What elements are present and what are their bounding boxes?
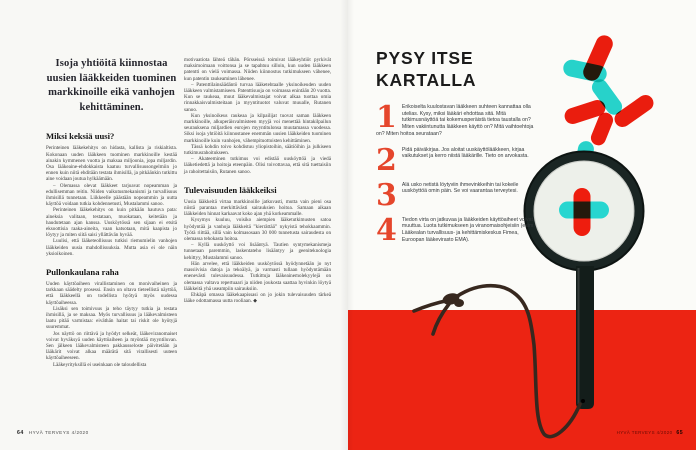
right-page-footer — [617, 430, 683, 436]
body-paragraph: Perinteinen lääkekehitys on kuin pitkään hautuva pata: aineksia valitaan, testataan, muokataan, keitetään ja haudutetaan ajan kanssa. Uusköytössä sen sijaan ei etsitä eksoottisia raaka-aineita, vaan katsotaan, mitä kaapista jo löytyy ja miten siitä saisi yllättävän hyvää. — [46, 207, 177, 239]
tips-panel — [376, 48, 540, 252]
body-paragraph: Uuden käyttöaiheen virallistaminen on monivaiheinen ja tarkkaan säädelty prosessi. Ensin on oltava tieteellistä näyttöä, että lääkkeellä on todellista hyötyä myös uudessa käyttöaiheessa. — [46, 281, 177, 306]
section-heading-tulevaisuus: Tulevaisuuden lääkkeiksi — [184, 184, 277, 195]
page-gutter-shadow — [340, 0, 354, 450]
tip-number-1: 1 — [376, 104, 397, 135]
tip-number-4: 4 — [376, 216, 397, 244]
pull-quote: Isoja yhtiöitä kiinnostaa uusien lääkkeiden tuominen markkinoille eikä vanhojen kehittäminen. — [46, 58, 177, 113]
left-page-footer — [17, 430, 89, 436]
body-paragraph: Kun yksinoikeus raukeaa ja kilpailijat tuovat saman lääkkeen markkinoille, alkuperäisvalmisteen myyjä voi menettää hintakilpailun seurauksena miljardien eurojen myyntitulonsa muutamassa vuodessa. Siksi isoja yhtiöitä kiinnostanee enemmän uusien lääkkeiden tuominen markkinoille kuin vanhojen, vähempituottoisten kehittäminen. — [184, 112, 331, 144]
body-paragraph: Lääkeyrityksillä ei useinkaan ole taloudellista — [53, 361, 147, 368]
body-paragraph: Ehkäpä omassa lääkekaapissasi on jo jokin tulevaisuuden tärkeä lääke odottamassa uutta rooliaan. ◆ — [184, 291, 331, 305]
body-paragraph: motivaatiota lähteä tähän. Pörsseissä toimivat lääkeyhtiöt pyrkivät maksimoimaan voittonsa ja se tapahtuu silloin, kun uuden lääkkeen patentti on vielä voimassa. Niiden kiinnostus tutkimukseen vähenee, kun patentin raukeaminen lähenee. — [184, 57, 331, 82]
left-column-2 — [184, 57, 331, 304]
red-background-block — [348, 310, 696, 450]
tip-item-2 — [376, 147, 540, 173]
magazine-name: HYVÄ TERVEYS 4/2020 — [616, 430, 673, 435]
body-paragraph: Tässä kohdin toivo kohdistuu yliopistoihin, säätiöihin ja julkiseen tutkimusrahoitukseen. — [184, 143, 331, 157]
tip-text-3: Älä usko netistä löytyviin ihmevinkkeihin tai kokeile uusköyttöä omin päin. Se voi vaarantaa terveytesi. — [401, 181, 519, 195]
body-paragraph: Jos näyttö on riittävä ja hyödyt selkeät, lääkeviranomaiset voivat hyväksyä uuden käyttöaiheen ja myöntää myyntiluvan. Sen jälkeen lääkevalmisteen pakkausseloste päivitetään ja lääkärit voivat alkaa määrätä sitä virallisesti uuteen käyttöaiheeseen. — [46, 330, 177, 362]
tip-item-3 — [376, 182, 540, 208]
section-heading-pullonkaula: Pullonkaulana raha — [46, 267, 119, 278]
right-page — [348, 0, 696, 450]
body-paragraph: – Olemassa olevat lääkkeet tarjoavat nopeamman ja edullisemman reitin. Niiden vaikutusmekanismi ja turvallisuus ihmisillä tunnetaan. Liikkeelle päästään nopeammin ja uutta käyttöä voidaan tutkia kohdennetusti, Mustalammi sanoo. — [46, 182, 177, 208]
tips-title — [376, 48, 540, 91]
tip-item-4 — [376, 217, 540, 244]
body-paragraph: Uusia lääkkeitä virtaa markkinoille jatkuvasti, mutta vain pieni osa niistä parantaa merkittävästi sairauksien hoitoa. Samaan aikaan lääkkeiden hinnat karkaavat koko ajan yhä korkeammalle. — [184, 198, 331, 218]
tip-text-1: Erikoiselta kuulostavan lääkkeen suhteen kannattaa olla utelias. Kysy, miksi lääkäri ehdottaa sitä. Mitä tutkimusnäyttöä tai kokemusperäistä tietoa taustalla on? Miten vakiintunutta lääkkeen käyttö on? Mitä vaihtoehtoja on? Miten hoitoa seurataan? — [376, 104, 534, 137]
body-paragraph: – Akateeminen tutkimus voi edistää uusköyttöä ja viedä lääketiedettä ja hoitoja eteenpäin. Olisi toivottavaa, että sitä tuettaisiin ja rahoitettaisiin, Rutanen sanoo. — [184, 156, 331, 175]
tip-text-2: Pidä päiväkirjaa. Jos aloitat uuskäyttölääkkeen, kirjaa vaikutukset ja kerro niistä lääkärille. Tieto on arvokasta. — [401, 146, 529, 160]
tip-text-4: Tiedon virta on jatkuvaa ja lääkkeiden käyttöaiheet voivat muuttua. Luota tutkimukseen ja viranomaisohjeisiin (esim. Lääkealan turvallisuus- ja kehittämiskeskus Fimea, Euroopan lääkevirasto EMA). — [401, 216, 535, 243]
body-paragraph: Perinteinen lääkekehitys on hidasta, kallista ja riskialtista. Kokonaan uuden lääkkeen tuominen markkinoille kestää ainakin kymmenen vuotta ja maksaa miljoonia, jopa miljardin. Osa lääkeaine-ehdokkaista kaatuu turvallisuusongelmiin jo ennen kuin niitä ehditään testata ihmisillä, ja pitkäänkin tutkittu aine voidaan joutua hylkäämään. — [46, 145, 177, 183]
tips-title-line-1: PYSY ITSE — [376, 48, 474, 68]
tip-number-2: 2 — [376, 146, 397, 173]
section-heading-miksi: Miksi keksiä uusi? — [46, 131, 115, 142]
handle-highlight — [578, 268, 580, 404]
right-page-number: 65 — [676, 430, 683, 436]
tips-title-line-2: KARTALLA — [376, 69, 477, 90]
left-page-number: 64 — [17, 430, 24, 436]
body-paragraph: Luulisi, että lääketeollisuus tutkisi riemumielin vanhojen lääkkeiden uusia mahdollisuuksia. Mutta asia ei ole näin yksioikoinen. — [46, 238, 177, 257]
plus-red-pill — [574, 188, 591, 236]
body-paragraph: Hän arvelee, että lääkkeiden uusköytössä hyödynnetään jo nyt massiivisia datoja ja tekoälyä, ja varmasti tullaan hyödyntämään enenevästi tulevaisuudessa. Tutkittuja lääkeainemolekyylejä on olemassa valtava repertuaari ja niiden joukosta saattaa hyvinkin löytyä lääkkeitä yhä useampiin sairauksiin. — [184, 260, 331, 292]
left-column-1 — [46, 57, 177, 368]
tip-number-3: 3 — [376, 181, 397, 208]
body-paragraph: Lisäksi sen toimivuus ja teho täytyy tutkia ja testata ihmisillä, ja se maksaa. Myös turvallisuus ja lääkevalmisteen laatu pitää varmistaa: eiväthän haitat tai riskit ole hyötyjä suuremmat. — [46, 305, 177, 331]
body-paragraph: – Patenttilainsäädäntö turvaa lääketehtaalle yksinoikeuden uuden lääkkeen valmistamiseen. Patenttisuoja on voimassa enintään 20 vuotta. Kun se raukeaa, muut lääkevalmistajat voivat alkaa tuottaa omia rinnakkaisvalmisteitaan ja myyntituotot valuvat muualle, Rutanen sanoo. — [184, 81, 331, 113]
handle-cord-hole — [581, 399, 585, 403]
tip-item-1 — [376, 104, 540, 138]
body-paragraph: Kysymys kuuluu, voisiko aiempien lääketutkimusten satoa hyödyntää ja vanhoja lääkkeitä ”kierrättää” nykyistä tehokkaammin. Työtä riittää, sillä vain kolmasosaan 30 000 tunnetusta sairaudesta on olemassa tehokasta hoitoa. — [184, 217, 331, 243]
magazine-name: HYVÄ TERVEYS 4/2020 — [28, 430, 89, 435]
body-paragraph: – Kyllä uusköyttö voi lisääntyä. Tautien syntymekanismeja tunnetaan paremmin, laskentateho lisääntyy ja geeniteknologia kehittyy, Mustalammi sanoo. — [184, 242, 331, 261]
